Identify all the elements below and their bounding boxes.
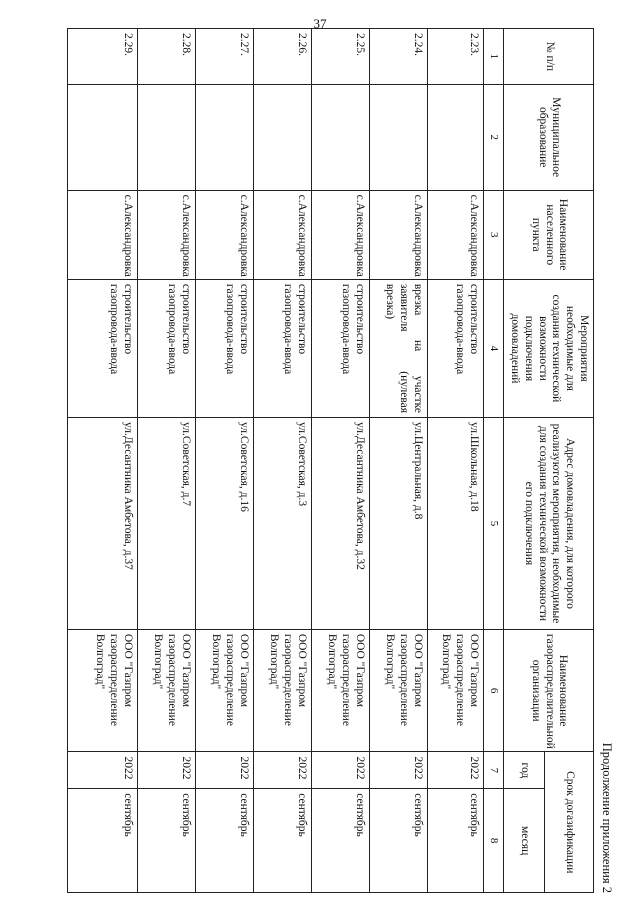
row-address: ул.Школьная, д.18	[428, 418, 484, 630]
table-row	[138, 29, 196, 893]
row-month: сентябрь	[138, 789, 196, 893]
row-organization: ООО "Газпром газораспределение Волгоград"	[254, 629, 312, 752]
table-row	[312, 29, 370, 893]
row-settlement: с.Александровка	[196, 190, 254, 279]
row-address: ул.Советская, д.16	[196, 418, 254, 630]
row-number: 2.24.	[370, 29, 428, 85]
row-settlement: с.Александровка	[68, 190, 138, 279]
header-organization: Наименование газораспределительной организации	[504, 629, 594, 752]
row-month: сентябрь	[312, 789, 370, 893]
table-row	[370, 29, 428, 893]
row-municipality	[312, 84, 370, 190]
row-number: 2.25.	[312, 29, 370, 85]
header-municipality: Муниципальное образование	[504, 84, 594, 190]
table-row	[196, 29, 254, 893]
row-number: 2.26.	[254, 29, 312, 85]
row-month: сентябрь	[196, 789, 254, 893]
row-number: 2.28.	[138, 29, 196, 85]
rotated-page-content	[94, 28, 614, 893]
row-month: сентябрь	[254, 789, 312, 893]
row-measures: строительство газопровода-ввода	[254, 279, 312, 417]
column-number: 5	[484, 418, 504, 630]
row-settlement: с.Александровка	[312, 190, 370, 279]
row-measures: строительство газопровода-ввода	[68, 279, 138, 417]
column-number: 1	[484, 29, 504, 85]
row-municipality	[254, 84, 312, 190]
header-row	[545, 29, 594, 893]
row-municipality	[196, 84, 254, 190]
row-measures: строительство газопровода-ввода	[312, 279, 370, 417]
column-number: 3	[484, 190, 504, 279]
row-settlement: с.Александровка	[254, 190, 312, 279]
table-row	[428, 29, 484, 893]
row-settlement: с.Александровка	[370, 190, 428, 279]
table-row	[254, 29, 312, 893]
row-measures: строительство газопровода-ввода	[428, 279, 484, 417]
row-organization: ООО "Газпром газораспределение Волгоград"	[138, 629, 196, 752]
row-address: ул.Советская, д.7	[138, 418, 196, 630]
row-year: 2022	[68, 752, 138, 789]
row-organization: ООО "Газпром газораспределение Волгоград"	[196, 629, 254, 752]
row-municipality	[370, 84, 428, 190]
column-number: 4	[484, 279, 504, 417]
header-settlement: Наименование населенного пункта	[504, 190, 594, 279]
header-address: Адрес домовладения, для которого реализуются мероприятия, необходимые для создания технической возможности его подключения	[504, 418, 594, 630]
row-address: ул.Центральная, д.8	[370, 418, 428, 630]
row-year: 2022	[138, 752, 196, 789]
row-municipality	[68, 84, 138, 190]
row-measures: строительство газопровода-ввода	[196, 279, 254, 417]
row-organization: ООО "Газпром газораспределение Волгоград"	[68, 629, 138, 752]
row-number: 2.23.	[428, 29, 484, 85]
row-year: 2022	[428, 752, 484, 789]
table-row	[68, 29, 138, 893]
row-measures: врезка на участке заявителя (нулевая врезка)	[370, 279, 428, 417]
gasification-table	[67, 28, 594, 893]
row-year: 2022	[196, 752, 254, 789]
header-term: Срок догазификации	[545, 752, 594, 893]
row-organization: ООО "Газпром газораспределение Волгоград"	[428, 629, 484, 752]
row-settlement: с.Александровка	[138, 190, 196, 279]
column-number: 7	[484, 752, 504, 789]
row-address: ул.Десантника Амбетова, д.37	[68, 418, 138, 630]
row-number: 2.29.	[68, 29, 138, 85]
row-municipality	[138, 84, 196, 190]
row-organization: ООО "Газпром газораспределение Волгоград"	[312, 629, 370, 752]
row-measures: строительство газопровода-ввода	[138, 279, 196, 417]
page-number: 37	[313, 16, 327, 31]
header-year: год	[504, 752, 545, 789]
row-municipality	[428, 84, 484, 190]
row-month: сентябрь	[428, 789, 484, 893]
column-number: 6	[484, 629, 504, 752]
row-organization: ООО "Газпром газораспределение Волгоград"	[370, 629, 428, 752]
column-number-row	[484, 29, 504, 893]
row-address: ул.Десантника Амбетова, д.32	[312, 418, 370, 630]
row-number: 2.27.	[196, 29, 254, 85]
row-month: сентябрь	[68, 789, 138, 893]
row-settlement: с.Александровка	[428, 190, 484, 279]
column-number: 8	[484, 789, 504, 893]
row-year: 2022	[370, 752, 428, 789]
header-month: месяц	[504, 789, 545, 893]
header-measures: Мероприятия необходимые для создания технической возможности подключения домовладений	[504, 279, 594, 417]
continuation-label: Продолжение приложения 2	[600, 742, 614, 893]
header-number: № п/п	[504, 29, 594, 85]
row-address: ул.Советская, д.3	[254, 418, 312, 630]
row-month: сентябрь	[370, 789, 428, 893]
row-year: 2022	[312, 752, 370, 789]
row-year: 2022	[254, 752, 312, 789]
column-number: 2	[484, 84, 504, 190]
